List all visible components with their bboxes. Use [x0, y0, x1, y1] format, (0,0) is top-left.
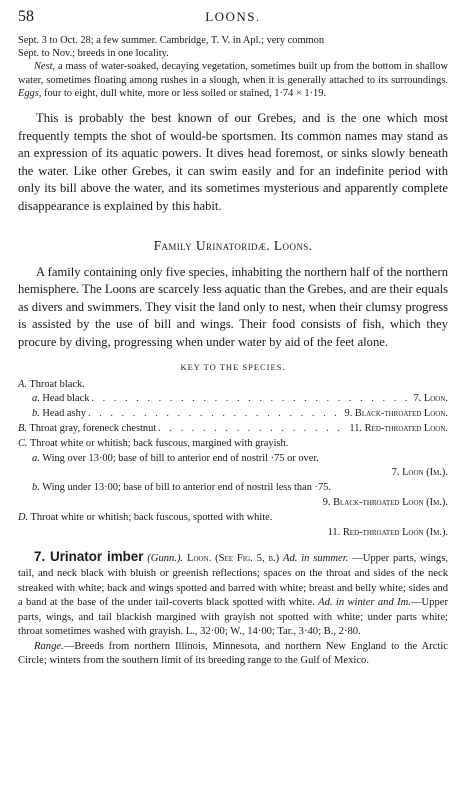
species-common-name: Loon. (See Fig. 5, b.) [183, 553, 283, 565]
key-entry-c [18, 437, 448, 452]
key-text-body: Head black [39, 393, 90, 405]
key-text [32, 407, 86, 422]
key-entry-b1 [18, 407, 448, 422]
key-label: b. [32, 482, 40, 494]
key-entry-b [18, 422, 448, 437]
key-text-body: Throat gray, foreneck chestnut [26, 422, 157, 434]
running-title: LOONS. [205, 9, 261, 24]
key-result: 9. Black-throated Loon. [344, 408, 448, 420]
eggs-text: four to eight, dull white, more or less soiled or stained, 1·74 × 1·19. [41, 87, 327, 99]
grebe-notes [18, 34, 448, 100]
distribution-line-1: Sept. 3 to Oct. 28; a few summer. Cambridge, T. V. in Apl.; very common [18, 35, 325, 46]
leader-dots [156, 422, 349, 437]
key-label: b. [32, 408, 40, 420]
key-text: Wing under 13·00; base of bill to anterior end of nostril less than ·75. [39, 482, 331, 494]
key-entry-c1 [18, 452, 448, 467]
key-result: 11. Red-throated Loon (Im.). [327, 526, 448, 538]
family-paragraph: A family containing only five species, inhabiting the northern half of the northern hemisphere. The Loons are scarcely less aquatic than the Grebes, and are their equals as divers and swimmers. They visit the land only to nest, when their clumsy progress is assisted by the use of bill and wings. Their food consists of fish, which they procure by diving, progressing when under water by aid of the feet alone. [18, 264, 448, 349]
species-account [18, 550, 448, 669]
grebe-paragraph: This is probably the best known of our Grebes, and is the one which most frequently tempts the shot of would-be sportsmen. Its common names may stand as an expression of its aquatic powers. It dives head foremost, or sinks slowly beneath the water. Like other Grebes, it can swim easily and for an indefinite period with only its bill above the water, and its sometimes mysterious and apparently complete disappearance is explained by this habit. [18, 111, 448, 213]
species-authority: (Gunn.). [147, 553, 184, 565]
species-description [18, 550, 448, 640]
key-entry-c2 [18, 481, 448, 496]
range-label: Range. [34, 640, 64, 652]
key-text: Throat white or whitish; back fuscous, spotted with white. [28, 511, 273, 523]
key-label: a. [32, 393, 40, 405]
page-number: 58 [18, 8, 34, 25]
key-result: 9. Black-throated Loon (Im.). [322, 496, 448, 508]
key-text: Wing over 13·00; base of bill to anterior end of nostril ·75 or over. [39, 452, 319, 464]
key-label: D. [18, 511, 29, 523]
species-name: 7. Urinator imber [34, 549, 144, 565]
range-text: —Breeds from northern Illinois, Minnesota, and northern New England to the Arctic Circle; winters from the southern limit of its breeding range to the Gulf of Mexico. [18, 640, 448, 667]
key-result: 7. Loon (Im.). [391, 467, 448, 479]
key-result: 7. Loon. [413, 393, 448, 405]
key-title: KEY TO THE SPECIES. [180, 361, 286, 372]
distribution-line-2: Sept. to Nov.; breeds in one locality. [18, 48, 169, 60]
leader-dots [86, 407, 345, 422]
running-head [18, 0, 448, 34]
ad-summer-label: Ad. in summer. [283, 553, 349, 565]
key-entry-a1 [18, 392, 448, 407]
range-paragraph [18, 640, 448, 669]
species-key [18, 378, 448, 541]
key-label: B. [18, 422, 27, 434]
ad-winter-label: Ad. in winter and Im. [318, 597, 411, 609]
summer-description: —Upper parts, wings, tail, and neck black with bluish or greenish reflections; spaces on the throat and sides of the neck streaked with white; back and wings spotted and barred with white; breast and belly white; sides and a band at the base of the under tail-coverts black spotted with white. [18, 553, 448, 609]
key-text-body: Head ashy [39, 408, 86, 420]
family-heading: Family Urinatoridæ. Loons. [153, 237, 313, 253]
key-text [32, 392, 89, 407]
key-label: A. [18, 378, 27, 390]
key-entry-d [18, 511, 448, 526]
key-result: 11. Red-throated Loon. [349, 422, 448, 434]
nest-text: a mass of water-soaked, decaying vegetation, sometimes built up from the bottom in shallow water, sometimes floating among rushes in a slough, when it is generally attached to its surroundings. [18, 61, 448, 86]
key-text: Throat white or whitish; back fuscous, margined with grayish. [27, 437, 289, 449]
nest-paragraph [18, 60, 448, 100]
key-label: a. [32, 452, 40, 464]
key-text: Throat black. [26, 378, 85, 390]
key-text [18, 422, 156, 437]
key-entry-a [18, 378, 448, 393]
leader-dots [89, 392, 413, 407]
nest-label: Nest, [34, 61, 56, 73]
winter-description: —Upper parts, wings, and tail blackish margined with grayish not spotted with white; under parts white; throat sometimes washed with grayish. L., 32·00; W., 14·00; Tar., 3·40; B., 2·80. [18, 597, 448, 638]
key-label: C. [18, 437, 28, 449]
eggs-label: Eggs, [18, 87, 42, 99]
